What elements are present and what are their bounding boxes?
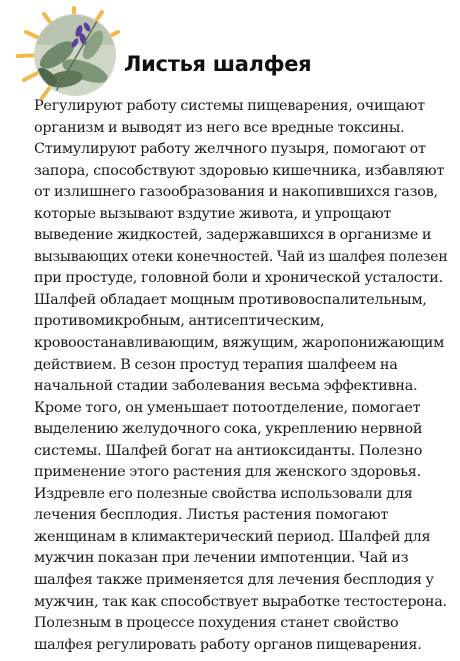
body-line: Регулируют работу системы пищеварения, очищают [34, 98, 425, 114]
body-line: Стимулируют работу желчного пузыря, помогают от [34, 141, 426, 158]
body-line: при простуде, головной боли и хронической усталости. [34, 270, 443, 287]
body-line: выделению желудочного сока, укреплению нервной [34, 421, 423, 438]
body-line: Кроме того, он уменьшает потоотделение, помогает [34, 399, 421, 416]
sage-leaves-photo [34, 14, 116, 96]
body-line: применение этого растения для женского здоровья. [34, 464, 421, 481]
article-title: Листья шалфея [124, 52, 312, 76]
body-line: шалфея также применяется для лечения бесплодия у [34, 572, 434, 589]
body-line: выведение жидкостей, задержавшихся в организме и [34, 227, 432, 244]
body-line: Полезным в процессе похудения станет свойство [34, 615, 399, 632]
body-line: Издревле его полезные свойства использовали для [34, 485, 413, 502]
body-line: мужчин показан при лечении импотенции. Чай из [34, 550, 409, 567]
body-line: вызывающих отеки конечностей. Чай из шалфея полезен [34, 248, 448, 265]
body-line: организм и выводят из него все вредные токсины. [34, 119, 405, 136]
body-line: которые вызывают вздутие живота, и упрощают [34, 205, 392, 222]
body-line: Шалфей обладает мощным противовоспалительным, [34, 291, 427, 308]
body-line: запора, способствуют здоровью кишечника, избавляют [34, 162, 445, 179]
body-line: лечения бесплодия. Листья растения помогают [34, 507, 389, 524]
body-line: мужчин, так как способствует выработке тестостерона. [34, 593, 447, 610]
body-line: от излишнего газообразования и накопившихся газов, [34, 184, 438, 201]
article-body [34, 96, 450, 656]
body-line: системы. Шалфей богат на антиоксиданты. Полезно [34, 442, 423, 459]
body-line: кровоостанавливающим, вяжущим, жаропонижающим [34, 335, 445, 352]
body-line: шалфея регулировать работу органов пищеварения. [34, 636, 422, 653]
body-line: начальной стадии заболевания весьма эффективна. [34, 378, 418, 395]
body-line: действием. В сезон простуд терапия шалфеем на [34, 356, 398, 373]
body-line: женщинам в климактерический период. Шалфей для [34, 528, 431, 545]
body-line: противомикробным, антисептическим, [34, 313, 325, 330]
